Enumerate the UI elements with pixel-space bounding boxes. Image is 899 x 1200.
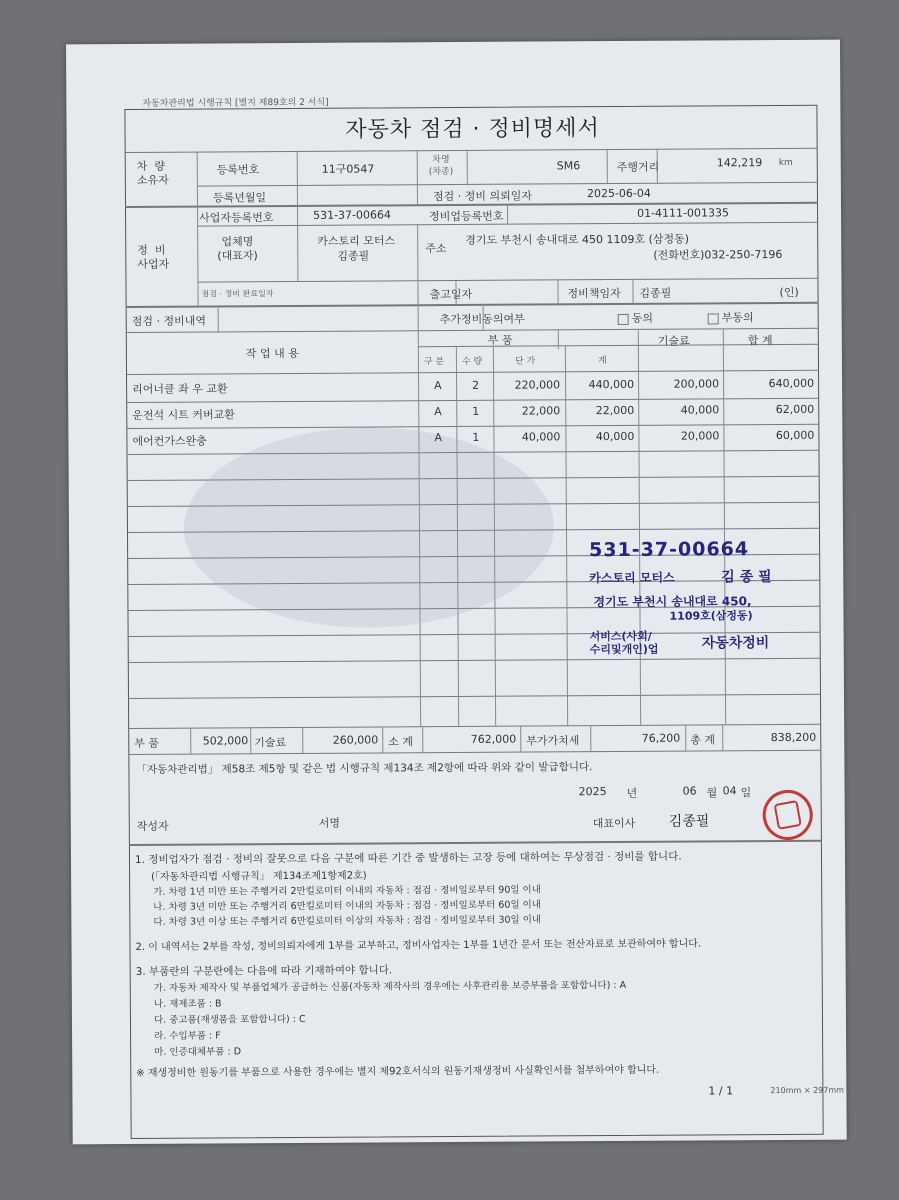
summary-vat-value: 76,200 — [641, 731, 681, 745]
manager-label: 정비책임자 — [567, 286, 621, 301]
summary-sub-label: 소 계 — [388, 735, 414, 749]
manager-seal: (인) — [779, 285, 799, 300]
document-title: 자동차 점검 · 정비명세서 — [345, 116, 600, 143]
shop-reg-label: 정비업등록번호 — [429, 209, 504, 224]
summary-parts-value: 502,000 — [202, 734, 249, 748]
mileage-unit: km — [778, 157, 793, 169]
table-row: 에어컨가스완충 A 1 40,000 40,000 20,000 60,000 — [132, 428, 815, 448]
reg-date-label: 등록년월일 — [212, 191, 267, 205]
note-line: 다. 중고품(재생품을 포함합니다) : C — [153, 1013, 306, 1026]
sub-header-price: 단 가 — [514, 356, 536, 367]
summary-parts-label: 부 품 — [134, 736, 160, 750]
biz-no-label: 사업자등록번호 — [199, 211, 274, 225]
addr-value: 경기도 부천시 송내대로 450 1109호 (삼정동) — [465, 232, 690, 247]
model-label: 차명 (차종) — [428, 155, 454, 178]
note-line: (「자동차관리법 시행규칙」 제134조제1항제2호) — [151, 870, 367, 883]
note-line: 1. 정비업자가 점검 · 정비의 잘못으로 다음 구분에 따른 기간 중 발생하는 고장 등에 대하여는 무상점검 · 정비를 합니다. — [134, 850, 682, 866]
consent-yes-checkbox[interactable] — [618, 313, 629, 324]
writer-label: 작성자 — [136, 819, 169, 833]
request-date-label: 점검 · 정비 의뢰일자 — [432, 189, 532, 204]
date-month: 06 — [682, 784, 697, 798]
ceo-label: 대표이사 — [592, 816, 636, 831]
model-value: SM6 — [556, 159, 581, 173]
date-month-label: 월 — [706, 786, 718, 800]
note-line: 가. 자동차 제작사 및 부품업체가 공급하는 신품(자동차 제작사의 경우에는 사후관리용 보증부품을 포함합니다) : A — [153, 979, 627, 994]
note-line: 라. 수입부품 : F — [154, 1030, 221, 1042]
shop-rep-value: 김종필 — [337, 249, 370, 263]
shop-section-label: 정 비 사업자 — [137, 243, 170, 271]
owner-section-label: 차 량 소유자 — [136, 159, 169, 187]
sub-header-type: 구 분 — [423, 357, 445, 368]
consent-label: 추가정비동의여부 — [439, 312, 525, 327]
note-line: 나. 재제조품 : B — [153, 998, 222, 1010]
details-label: 점검 · 정비내역 — [131, 314, 206, 328]
reg-no-label: 등록번호 — [216, 163, 260, 177]
note-line: 다. 차령 3년 이상 또는 주행거리 6만킬로미터 이상의 자동차 : 점검 · 정비일로부터 30일 이내 — [153, 914, 542, 928]
manager-value: 김종필 — [639, 286, 672, 300]
date-year-label: 년 — [626, 786, 638, 800]
consent-no-checkbox[interactable] — [708, 313, 719, 324]
biz-no-value: 531-37-00664 — [313, 208, 392, 222]
reg-no-value: 11구0547 — [321, 162, 375, 176]
parts-header: 부 품 — [487, 333, 513, 347]
date-day: 04 — [722, 784, 737, 798]
summary-tech-label: 기술료 — [254, 736, 287, 750]
request-date-value: 2025-06-04 — [586, 186, 651, 201]
shop-name-label: 업체명 (대표자) — [217, 235, 258, 263]
note-line: 마. 인증대체부품 : D — [154, 1046, 242, 1058]
shop-name-value: 카스토리 모터스 — [317, 234, 396, 248]
note-line: ※ 재생정비한 원동기를 부품으로 사용한 경우에는 별지 제92호서식의 원동기재생정비 사실확인서를 첨부하여야 합니다. — [136, 1064, 660, 1079]
summary-total-label: 총 계 — [690, 733, 716, 747]
summary-tech-value: 260,000 — [332, 733, 379, 747]
page-number: 1 / 1 — [708, 1084, 734, 1098]
sign-label: 서명 — [318, 816, 341, 830]
tech-header: 기술료 — [657, 334, 690, 348]
note-line: 2. 이 내역서는 2부를 작성, 정비의뢰자에게 1부를 교부하고, 정비사업자는 1부를 1년간 문서 또는 전산자료로 보관하여야 합니다. — [135, 938, 702, 953]
note-line: 나. 차령 3년 미만 또는 주행거리 6만킬로미터 이내의 자동차 : 점검 · 정비일로부터 60일 이내 — [153, 899, 542, 913]
ceo-name: 김종필 — [668, 813, 710, 830]
summary-vat-label: 부가가치세 — [526, 734, 580, 748]
date-year: 2025 — [578, 785, 607, 799]
consent-no-label: 부동의 — [721, 311, 754, 325]
release-date-label: 출고일자 — [429, 287, 473, 302]
table-row: 운전석 시트 커버교환 A 1 22,000 22,000 40,000 62,000 — [132, 402, 815, 422]
sub-header-qty: 수 량 — [461, 356, 483, 367]
business-stamp: 531-37-00664 카스토리 모터스 김 종 필 경기도 부천시 송내대로 450, 1109호(삼정동) 서비스(사회/ 수리및개인)업 자동차정비 — [589, 538, 772, 657]
total-header: 합 계 — [747, 334, 773, 348]
note-line: 3. 부품란의 구분란에는 다음에 따라 기재하여야 합니다. — [135, 964, 393, 978]
note-line: 가. 차령 1년 미만 또는 주행거리 2만킬로미터 이내의 자동차 : 점검 · 정비일로부터 90일 이내 — [153, 884, 541, 898]
paper-size: 210mm × 297mm — [770, 1085, 844, 1096]
shop-reg-value: 01-4111-001335 — [637, 206, 730, 220]
summary-sub-value: 762,000 — [470, 732, 517, 746]
legal-text: 「자동차관리법」 제58조 제5항 및 같은 법 시행규칙 제134조 제2항에 따라 위와 같이 발급합니다. — [136, 761, 593, 776]
done-date-label: 점검 · 정비 완료일자 — [201, 289, 274, 299]
phone-value: (전화번호)032-250-7196 — [653, 247, 783, 262]
work-header: 작 업 내 용 — [245, 346, 299, 361]
mileage-value: 142,219 — [716, 156, 763, 170]
mileage-label: 주행거리 — [616, 160, 660, 175]
sub-header-sum: 계 — [597, 356, 607, 367]
form-reference: 자동차관리법 시행규칙 [별지 제89호의 2 서식] — [142, 97, 329, 109]
date-day-label: 일 — [740, 786, 752, 800]
consent-yes-label: 동의 — [631, 311, 653, 325]
summary-total-value: 838,200 — [770, 730, 817, 745]
document-paper — [66, 40, 847, 1145]
addr-label: 주소 — [425, 242, 447, 256]
table-row: 리어너클 좌 우 교환 A 2 220,000 440,000 200,000 640,000 — [132, 376, 815, 396]
